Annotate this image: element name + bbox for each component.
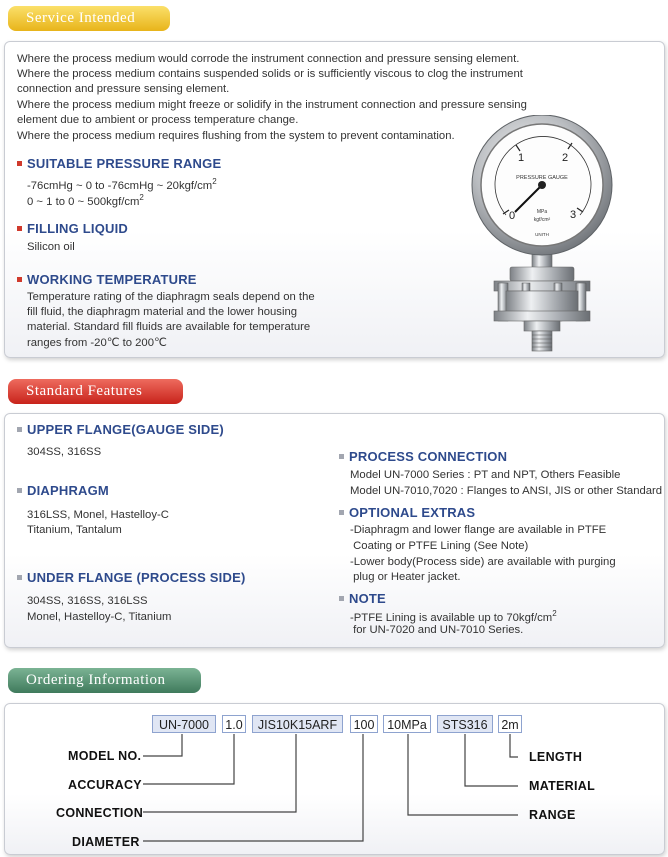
intro-line: element due to ambient or process temperature change. xyxy=(17,114,299,126)
pressure-range-line2: 0 ~ 1 to 0 ~ $500kgf/cm^2$ xyxy=(27,193,144,208)
label-length: LENGTH xyxy=(529,750,583,764)
working-temperature-line: material. Standard fill fluids are available for temperature xyxy=(27,321,311,333)
under-flange-line: Monel, Hastelloy-C, Titanium xyxy=(27,611,172,623)
process-connection-title: PROCESS CONNECTION xyxy=(349,449,508,464)
upper-flange-line: 304SS, 316SS xyxy=(27,446,102,458)
note-line1: -PTFE Lining is available up to $70kgf/cm^2$ xyxy=(350,609,557,624)
standard-features-tab: Standard Features xyxy=(8,379,183,404)
optional-extras-title: OPTIONAL EXTRAS xyxy=(349,505,476,520)
process-connection-line: Model UN-7010,7020 : Flanges to ANSI, JIS or other Standard xyxy=(350,485,663,497)
filling-liquid-value: Silicon oil xyxy=(27,241,75,253)
code-diameter: 100 xyxy=(350,715,378,733)
code-connection: JIS10K15ARF xyxy=(252,715,343,733)
code-length: 2m xyxy=(498,715,522,733)
ordering-information-tab: Ordering Information xyxy=(8,668,201,693)
intro-line: Where the process medium contains suspended solids or is sufficiently viscous to clog the instrument xyxy=(17,68,523,80)
gauge-unit-top: MPa xyxy=(536,209,548,215)
label-diameter: DIAMETER xyxy=(72,835,140,849)
label-model-no: MODEL NO. xyxy=(68,749,142,763)
gauge-tick-label: 3 xyxy=(570,209,577,221)
pressure-range-line1: -76cmHg ~ 0 to -76cmHg ~ $20kgf/cm^2$ xyxy=(27,177,217,192)
intro-line: Where the process medium requires flushing from the system to prevent contamination. xyxy=(17,130,455,142)
gauge-tick-label: 1 xyxy=(518,152,525,164)
label-material: MATERIAL xyxy=(529,779,596,793)
code-model: UN-7000 xyxy=(152,715,216,733)
intro-line: Where the process medium would corrode the instrument connection and pressure sensing element. xyxy=(17,53,520,65)
service-intended-tab: Service Intended xyxy=(8,6,170,31)
code-material: STS316 xyxy=(437,715,493,733)
gauge-unit-bottom: kgf/cm² xyxy=(533,217,551,223)
diaphragm-title: DIAPHRAGM xyxy=(27,483,109,498)
gauge-tick-label: 0 xyxy=(509,210,516,222)
code-accuracy: 1.0 xyxy=(222,715,246,733)
gauge-dial-label: PRESSURE GAUGE xyxy=(516,175,568,181)
note-title: NOTE xyxy=(349,591,386,606)
optional-extras-line: Coating or PTFE Lining (See Note) xyxy=(350,540,529,552)
working-temperature-line: ranges from -20℃ to 200℃ xyxy=(27,337,167,349)
working-temperature-line: fill fluid, the diaphragm material and the lower housing xyxy=(27,306,298,318)
label-connection: CONNECTION xyxy=(56,806,144,820)
under-flange-title: UNDER FLANGE (PROCESS SIDE) xyxy=(27,570,246,585)
filling-liquid-title: FILLING LIQUID xyxy=(27,221,129,236)
optional-extras-line: -Lower body(Process side) are available with purging xyxy=(350,556,616,568)
diaphragm-line: 316LSS, Monel, Hastelloy-C xyxy=(27,509,169,521)
pressure-range-title: SUITABLE PRESSURE RANGE xyxy=(27,156,222,171)
gauge-tick-label: 2 xyxy=(562,152,569,164)
gauge-brand: UNITH xyxy=(535,232,549,237)
optional-extras-line: plug or Heater jacket. xyxy=(350,571,461,583)
code-range: 10MPa xyxy=(383,715,431,733)
working-temperature-line: Temperature rating of the diaphragm seals depend on the xyxy=(27,291,315,303)
label-range: RANGE xyxy=(529,808,576,822)
under-flange-line: 304SS, 316SS, 316LSS xyxy=(27,595,148,607)
upper-flange-title: UPPER FLANGE(GAUGE SIDE) xyxy=(27,422,224,437)
working-temperature-title: WORKING TEMPERATURE xyxy=(27,272,197,287)
diaphragm-line: Titanium, Tantalum xyxy=(27,524,122,536)
note-line2: for UN-7020 and UN-7010 Series. xyxy=(350,624,524,636)
intro-line: connection and pressure sensing element. xyxy=(17,83,230,95)
optional-extras-line: -Diaphragm and lower flange are available in PTFE xyxy=(350,524,607,536)
intro-line: Where the process medium might freeze or solidify in the instrument connection and pressure sensing xyxy=(17,99,527,111)
label-accuracy: ACCURACY xyxy=(68,778,142,792)
process-connection-line: Model UN-7000 Series : PT and NPT, Others Feasible xyxy=(350,469,621,481)
